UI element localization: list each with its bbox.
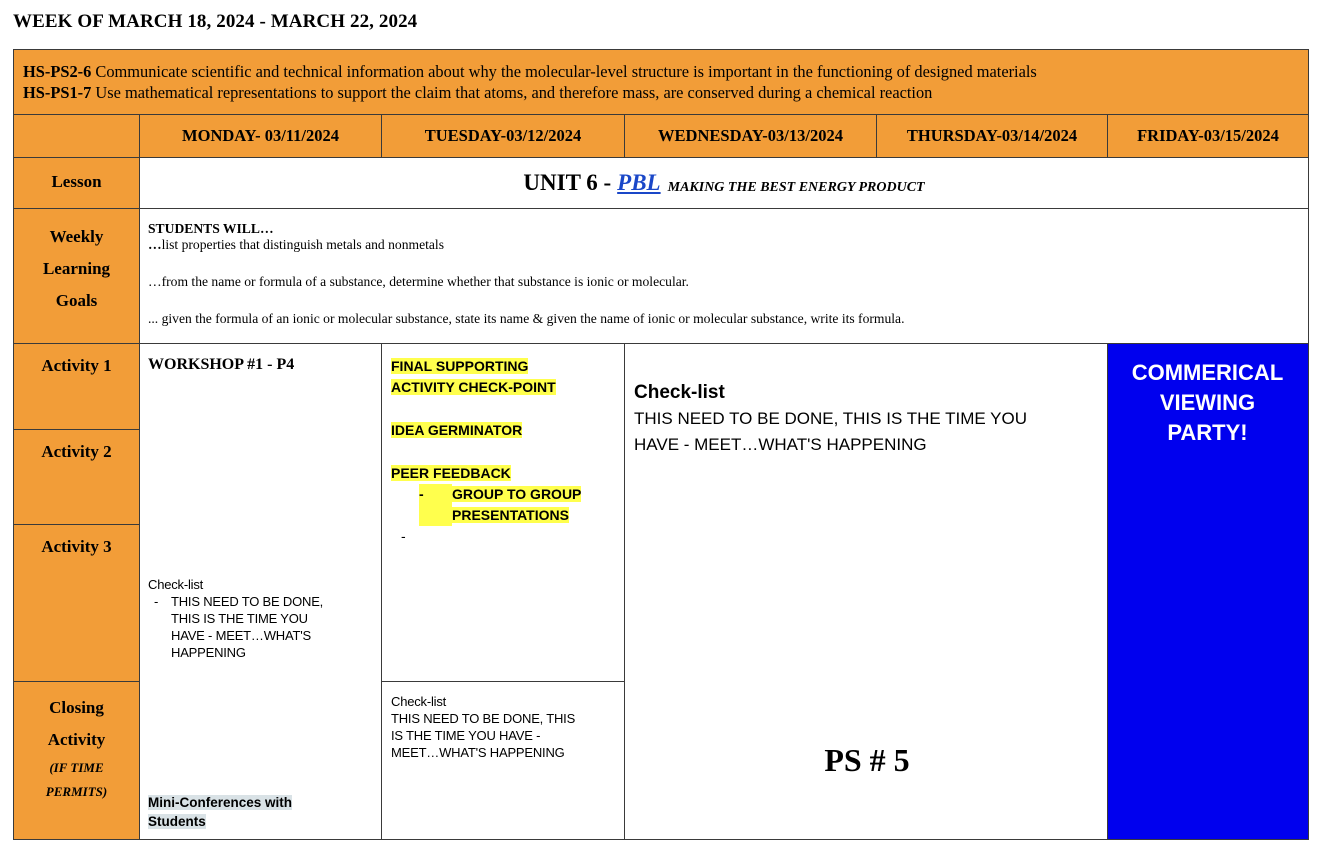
tuesday-activities-cell [381, 343, 625, 682]
row-label-line: Activity [47, 730, 106, 749]
checklist-line: HAVE - MEET…WHAT'S [171, 628, 311, 643]
standard-1 [23, 61, 1308, 82]
tuesday-item: IDEA GERMINATOR [391, 422, 523, 438]
tuesday-item-line: ACTIVITY CHECK-POINT [391, 379, 556, 395]
page-title: WEEK OF MARCH 18, 2024 - MARCH 22, 2024 [13, 11, 418, 32]
tuesday-items [391, 356, 581, 547]
checklist-line: THIS NEED TO BE DONE, [171, 594, 324, 609]
row-label-line: Goals [55, 291, 98, 310]
pbl-link[interactable]: PBL [617, 170, 661, 195]
day-header-thursday: THURSDAY-03/14/2024 [876, 114, 1108, 158]
day-header-friday: FRIDAY-03/15/2024 [1107, 114, 1309, 158]
row-label-lesson: Lesson [13, 157, 140, 209]
row-label-note: (IF TIME [49, 760, 104, 775]
mini-conf-line: Mini-Conferences with [148, 795, 293, 810]
checklist-line: THIS NEED TO BE DONE, THIS [391, 711, 576, 726]
row-label-line: Weekly [49, 227, 104, 246]
bullet: - [419, 484, 452, 526]
row-label-activity-2: Activity 2 [13, 429, 140, 525]
bullet: - [154, 594, 159, 609]
checklist-line: THIS IS THE TIME YOU [171, 611, 308, 626]
checklist-title: Check-list [634, 382, 725, 403]
row-label-closing [13, 681, 140, 840]
monday-activities-cell [139, 343, 382, 840]
checklist-title: Check-list [391, 694, 447, 709]
mini-conferences-note [148, 793, 292, 831]
day-header-wednesday: WEDNESDAY-03/13/2024 [624, 114, 877, 158]
monday-checklist [148, 576, 323, 661]
ps-number: PS # 5 [824, 742, 910, 778]
day-header-tuesday: TUESDAY-03/12/2024 [381, 114, 625, 158]
standard-text: Communicate scientific and technical information about why the molecular-level structure is important in the functioning of designed materials [91, 62, 1037, 81]
row-label-line: Closing [49, 698, 104, 717]
goal-item [148, 237, 1308, 253]
tuesday-item-line: FINAL SUPPORTING [391, 358, 529, 374]
unit-title: UNIT 6 - [523, 170, 612, 195]
goal-lead: … [148, 237, 162, 252]
checklist-line: HAVE - MEET…WHAT'S HAPPENING [634, 435, 927, 454]
mini-conf-line: Students [148, 814, 206, 829]
goal-text: list properties that distinguish metals and nonmetals [161, 237, 445, 252]
checklist-line: MEET…WHAT'S HAPPENING [391, 745, 565, 760]
row-label-goals [13, 208, 140, 344]
friday-line: COMMERICAL [1131, 360, 1284, 385]
checklist-title: Check-list [148, 577, 204, 592]
unit-subtitle: MAKING THE BEST ENERGY PRODUCT [667, 179, 925, 195]
friday-cell [1107, 343, 1309, 840]
monday-workshop-title: WORKSHOP #1 - P4 [148, 356, 295, 373]
standard-code: HS-PS2-6 [23, 62, 92, 81]
empty-bullet: - [401, 528, 406, 544]
row-label-note: PERMITS) [45, 784, 108, 799]
lesson-cell [139, 157, 1309, 209]
goal-item: …from the name or formula of a substance, determine whether that substance is ionic or molecular. [148, 274, 689, 289]
wed-thu-checklist [634, 380, 1027, 458]
row-label-line: Learning [42, 259, 111, 278]
goal-item: ... given the formula of an ionic or molecular substance, state its name & given the name of ionic or molecular substance, write its formula. [148, 311, 905, 326]
standards-row [13, 49, 1309, 115]
friday-line: PARTY! [1167, 420, 1248, 445]
tuesday-item: PEER FEEDBACK [391, 465, 511, 481]
goals-heading: STUDENTS WILL… [148, 221, 274, 236]
tuesday-closing-cell [381, 681, 625, 840]
standard-text: Use mathematical representations to support the claim that atoms, and therefore mass, are conserved during a chemical reaction [91, 83, 933, 102]
wed-thu-cell [624, 343, 1108, 840]
standard-code: HS-PS1-7 [23, 83, 92, 102]
checklist-line: IS THE TIME YOU HAVE - [391, 728, 541, 743]
goals-cell [139, 208, 1309, 344]
checklist-line: HAPPENING [171, 645, 246, 660]
tuesday-subitem [391, 484, 581, 526]
commercial-viewing-party [1108, 358, 1307, 448]
tuesday-subitem-line: GROUP TO GROUP [452, 486, 582, 502]
tuesday-checklist [391, 693, 575, 761]
standard-2 [23, 82, 1308, 103]
row-label-activity-1: Activity 1 [13, 343, 140, 430]
checklist-item [148, 593, 323, 661]
friday-line: VIEWING [1159, 390, 1256, 415]
row-label-activity-3: Activity 3 [13, 524, 140, 682]
tuesday-subitem-line: PRESENTATIONS [452, 507, 569, 523]
checklist-line: THIS NEED TO BE DONE, THIS IS THE TIME YOU [634, 409, 1027, 428]
day-header-monday: MONDAY- 03/11/2024 [139, 114, 382, 158]
header-corner [13, 114, 140, 158]
